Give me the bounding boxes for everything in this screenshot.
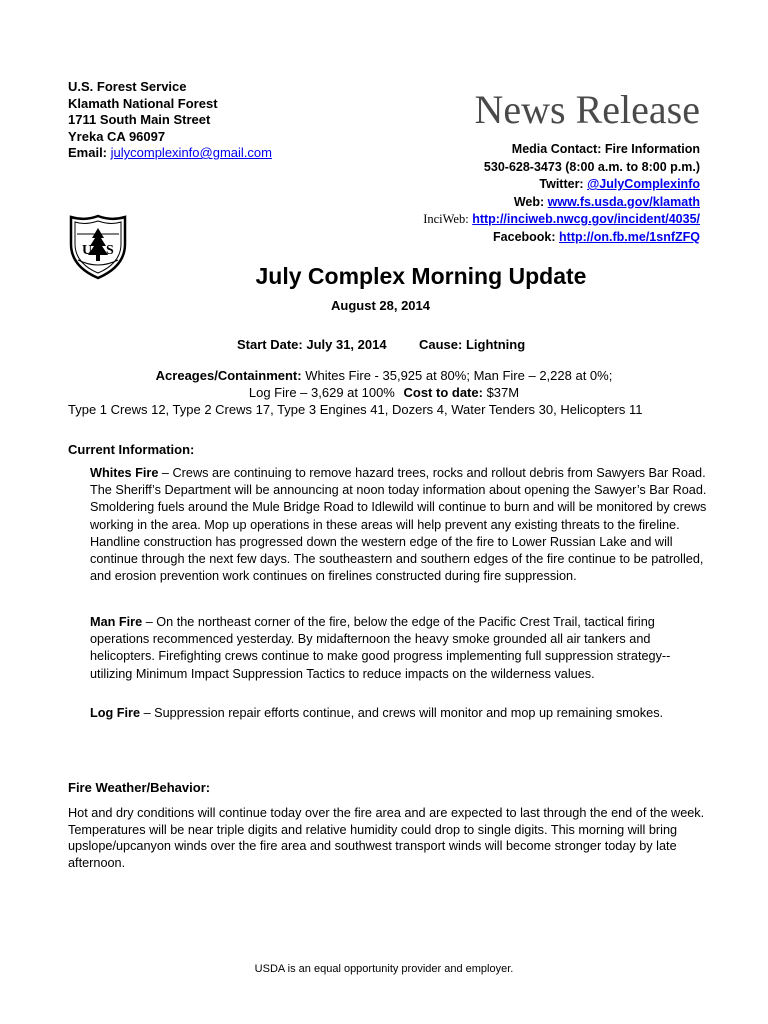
man-fire-label: Man Fire xyxy=(90,615,143,629)
facebook-label: Facebook: xyxy=(493,229,556,244)
contact-phone: 530-628-3473 (8:00 a.m. to 8:00 p.m.) xyxy=(483,159,700,174)
twitter-link[interactable]: @JulyComplexinfo xyxy=(587,177,700,191)
man-fire-paragraph xyxy=(90,614,710,683)
footer-note: USDA is an equal opportunity provider and employer. xyxy=(254,963,514,975)
media-contact-block xyxy=(423,141,700,246)
city-address: Yreka CA 96097 xyxy=(68,128,166,144)
inciweb-label: InciWeb: xyxy=(423,212,469,226)
facebook-line xyxy=(423,229,700,247)
fire-weather-text: Hot and dry conditions will continue today over the fire area and are expected to last through the end of the week. Temperatures will be near triple digits and relative humidity could drop to single digits. This morning will bring upslope/upcanyon winds over the fire area and southwest transport winds will become stronger today by late afternoon. xyxy=(68,806,705,870)
email-line xyxy=(68,145,272,162)
inciweb-line xyxy=(423,211,700,229)
acreage-line-2 xyxy=(0,385,768,402)
email-label: Email: xyxy=(68,145,108,160)
svg-text:U: U xyxy=(82,243,93,258)
web-link[interactable]: www.fs.usda.gov/klamath xyxy=(547,194,700,209)
forest-name: Klamath National Forest xyxy=(68,95,218,111)
address-block xyxy=(68,79,272,162)
whites-fire-label: Whites Fire xyxy=(90,466,159,480)
man-fire-text: – On the northeast corner of the fire, below the edge of the Pacific Crest Trail, tactical firing operations recommenced yesterday. By midafternoon the heavy smoke grounded all air tankers and helicopters. Firefighting crews continue to make good progress implementing full suppression strategy--utilizing Minimum Impact Suppression Tactics to reduce impacts on the wilderness values. xyxy=(90,615,671,681)
log-fire-paragraph xyxy=(90,705,710,722)
cost-label: Cost to date: xyxy=(403,385,483,400)
cost-value: $37M xyxy=(486,385,520,400)
media-contact: Media Contact: Fire Information xyxy=(511,142,700,156)
log-fire-label: Log Fire xyxy=(90,706,141,720)
whites-fire-text: – Crews are continuing to remove hazard trees, rocks and rollout debris from Sawyers Bar Road. The Sheriff’s Department will be announcing at noon today information about opening the Sawyer’s Bar Road. Smoldering fuels around the Mule Bridge Road to Idlewild will continue to burn and will be monitored by crews working in the area. Mop up operations in these areas will help prevent any existing threats to the fireline. Handline construction has progressed down the western edge of the fire to Lower Russian Lake and will continue through the next few days. The southeastern and southern edges of the fire continue to be patrolled, and erosion prevention work continues on firelines constructed during fire suppression. xyxy=(90,466,707,584)
resources-line: Type 1 Crews 12, Type 2 Crews 17, Type 3 Engines 41, Dozers 4, Water Tenders 30, Helicopters 11 xyxy=(68,402,643,417)
whites-fire-paragraph xyxy=(90,465,710,585)
org-name: U.S. Forest Service xyxy=(68,79,187,94)
email-link[interactable]: julycomplexinfo@gmail.com xyxy=(110,145,272,160)
web-line xyxy=(423,194,700,212)
twitter-line xyxy=(423,176,700,194)
log-fire-text: – Suppression repair efforts continue, and crews will monitor and mop up remaining smokes. xyxy=(140,706,664,720)
acreage-label: Acreages/Containment: xyxy=(155,368,302,383)
fire-cause: Cause: Lightning xyxy=(419,337,526,352)
twitter-label: Twitter: xyxy=(539,177,584,191)
acreage-line-1 xyxy=(0,368,768,385)
fire-weather-heading: Fire Weather/Behavior: xyxy=(68,780,211,795)
street-address: 1711 South Main Street xyxy=(68,112,211,127)
svg-text:S: S xyxy=(106,243,114,258)
web-label: Web: xyxy=(513,194,545,209)
update-date: August 28, 2014 xyxy=(331,298,430,313)
start-date: Start Date: July 31, 2014 xyxy=(237,337,387,352)
log-fire-acreage: Log Fire – 3,629 at 100% xyxy=(248,385,395,400)
facebook-link[interactable]: http://on.fb.me/1snfZFQ xyxy=(559,229,700,244)
update-title: July Complex Morning Update xyxy=(255,263,587,289)
inciweb-link[interactable]: http://inciweb.nwcg.gov/incident/4035/ xyxy=(472,212,700,226)
acreage-values: Whites Fire - 35,925 at 80%; Man Fire – 2,228 at 0%; xyxy=(305,368,613,383)
news-release-title: News Release xyxy=(474,87,700,132)
current-info-heading: Current Information: xyxy=(68,442,195,457)
